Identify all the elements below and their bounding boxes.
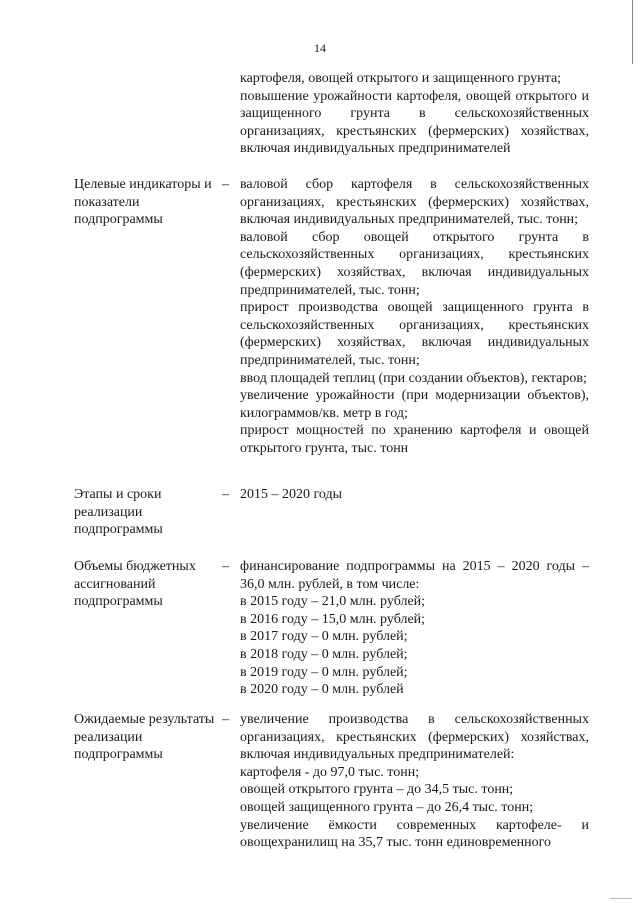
content-item: в 2020 году – 0 млн. рублей [240, 682, 404, 698]
section-label: Объемы бюджетных ассигнований подпрограммы [74, 559, 196, 610]
content-item: в 2015 году – 21,0 млн. рублей; [240, 594, 426, 610]
content-item: в 2018 году – 0 млн. рублей; [240, 646, 408, 662]
intro-line: повышение урожайности картофеля, овощей открытого и защищенного грунта в сельскохозяйственных организациях, крестьянских (фермерских) хозяйствах, включая индивидуальных предпринимателей [240, 88, 589, 157]
intro-content [240, 70, 589, 158]
content-item: финансирование подпрограммы на 2015 – 2020 годы – 36,0 млн. рублей, в том числе: [240, 559, 589, 592]
section-dash: – [222, 177, 229, 192]
content-item: валовой сбор картофеля в сельскохозяйственных организациях, крестьянских (фермерских) хозяйствах, включая индивидуальных предпринимателей, тыс. тонн; [240, 177, 589, 228]
content-item: 2015 – 2020 годы [240, 487, 343, 502]
section-dash: – [222, 559, 229, 574]
section-dash: – [222, 712, 229, 727]
content-item: в 2019 году – 0 млн. рублей; [240, 664, 408, 680]
content-item: валовой сбор овощей открытого грунта в сельскохозяйственных организациях, крестьянских (фермерских) хозяйствах, включая индивидуальных предпринимателей, тыс. тонн; [240, 229, 589, 298]
page-number: 14 [314, 41, 326, 55]
content-item: ввод площадей теплиц (при создании объектов), гектаров; [240, 370, 587, 386]
section-label: Этапы и сроки реализации подпрограммы [74, 487, 163, 538]
content-item: в 2017 году – 0 млн. рублей; [240, 629, 408, 645]
section-dash: – [222, 487, 229, 502]
content-item: в 2016 году – 15,0 млн. рублей; [240, 611, 426, 627]
content-item: увеличение ёмкости современных картофеле- и овощехранилищ на 35,7 тыс. тонн единовременного [240, 817, 589, 851]
content-item: овощей защищенного грунта – до 26,4 тыс. тонн; [240, 799, 534, 815]
content-item: овощей открытого грунта – до 34,5 тыс. тонн; [240, 782, 514, 798]
content-item: прирост производства овощей защищенного грунта в сельскохозяйственных организациях, крестьянских (фермерских) хозяйствах, включая индивидуальных предпринимателей, тыс. тонн; [240, 300, 589, 368]
section-content [240, 711, 589, 852]
section-label: Ожидаемые результаты реализации подпрограммы [74, 712, 215, 763]
section-content [240, 558, 589, 699]
scan-edge-mark [610, 898, 632, 899]
content-item: увеличение урожайности (при модернизации объектов), килограммов/кв. метр в год; [240, 388, 589, 421]
section-label: Целевые индикаторы и показатели подпрограммы [74, 177, 212, 228]
section-content [240, 176, 589, 458]
section-content [240, 486, 589, 504]
content-item: прирост мощностей по хранению картофеля и овощей открытого грунта, тыс. тонн [240, 423, 589, 456]
intro-line: картофеля, овощей открытого и защищенного грунта; [240, 71, 562, 86]
content-item: увеличение производства в сельскохозяйственных организациях, крестьянских (фермерских) хозяйствах, включая индивидуальных предпринимателей: [240, 712, 589, 763]
content-item: картофеля - до 97,0 тыс. тонн; [240, 764, 420, 780]
